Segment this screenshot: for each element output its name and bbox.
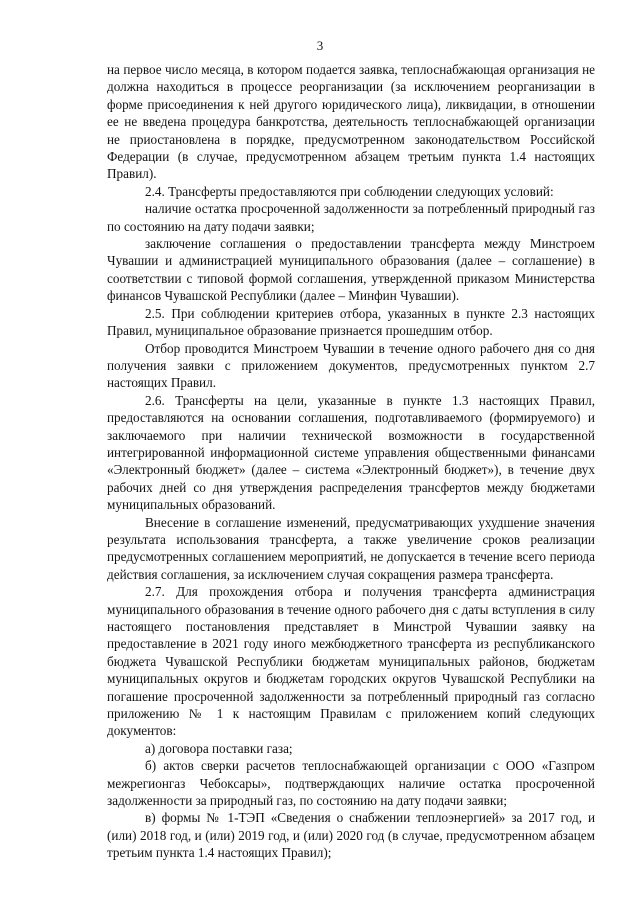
paragraph-2-6: 2.6. Трансферты на цели, указанные в пункте 1.3 настоящих Правил, предоставляются на основании соглашения, подготавливаемого (формируемого) и заключаемого при наличии технической возможности в государственной интегрированной информационной системе управления общественными финансами «Электронный бюджет» (далее – система «Электронный бюджет»), в течение двух рабочих дней со дня утверждения распределения трансфертов между бюджетами муниципальных образований. [107, 392, 595, 513]
list-item-a: а) договора поставки газа; [145, 740, 293, 756]
list-item-v: в) формы № 1-ТЭП «Сведения о снабжении теплоэнергией» за 2017 год, и (или) 2018 год, и (или) 2019 год, и (или) 2020 год (в случае, предусмотренном абзацем третьим пункта 1.4 настоящих Правил); [107, 810, 595, 861]
paragraph-agreement-changes: Внесение в соглашение изменений, предусматривающих ухудшение значения результата использования трансферта, а также увеличение сроков реализации предусмотренных соглашением мероприятий, не допускается в течение всего периода действия соглашения, за исключением случая сокращения размера трансферта. [107, 514, 595, 582]
paragraph-agreement-condition: заключение соглашения о предоставлении трансферта между Минстроем Чувашии и администрацией муниципального образования (далее – соглашение) в соответствии с типовой формой соглашения, утвержденной приказом Министерства финансов Чувашской Республики (далее – Минфин Чувашии). [107, 236, 595, 304]
paragraph-2-7: 2.7. Для прохождения отбора и получения трансферта администрация муниципального образования в течение одного рабочего дня с даты вступления в силу настоящего постановления представляет в Минстрой Чувашии заявку на предоставление в 2021 году иного межбюджетного трансферта из республиканского бюджета Чувашской Республики бюджетам муниципальных районов, бюджетам муниципальных округов и бюджетам городских округов Чувашской Республики на погашение просроченной задолженности за потребленный природный газ согласно приложению № 1 к настоящим Правилам с приложением копий следующих документов: [107, 584, 595, 739]
document-body [107, 61, 595, 862]
paragraph-2-5: 2.5. При соблюдении критериев отбора, указанных в пункте 2.3 настоящих Правил, муниципальное образование признается прошедшим отбор. [107, 305, 595, 339]
paragraph-selection-timing: Отбор проводится Минстроем Чувашии в течение одного рабочего дня со дня получения заявки с приложением документов, предусмотренных пунктом 2.7 настоящих Правил. [107, 340, 595, 391]
list-item-b: б) актов сверки расчетов теплоснабжающей организации с ООО «Газпром межрегионгаз Чебоксары», подтверждающих наличие остатка просроченной задолженности за природный газ, по состоянию на дату подачи заявки; [107, 758, 595, 809]
paragraph-2-4: 2.4. Трансферты предоставляются при соблюдении следующих условий: [145, 183, 554, 199]
paragraph-debt-condition: наличие остатка просроченной задолженности за потребленный природный газ по состоянию на дату подачи заявки; [107, 201, 595, 234]
page-number: 3 [316, 38, 324, 53]
paragraph-reorganization-condition: на первое число месяца, в котором подается заявка, теплоснабжающая организация не должна находиться в процессе реорганизации (за исключением реорганизации в форме присоединения к ней другого юридического лица), ликвидации, в отношении ее не введена процедура банкротства, деятельность теплоснабжающей организации не приостановлена в порядке, предусмотренном законодательством Российской Федерации (в случае, предусмотренном абзацем третьим пункта 1.4 настоящих Правил). [107, 62, 595, 182]
